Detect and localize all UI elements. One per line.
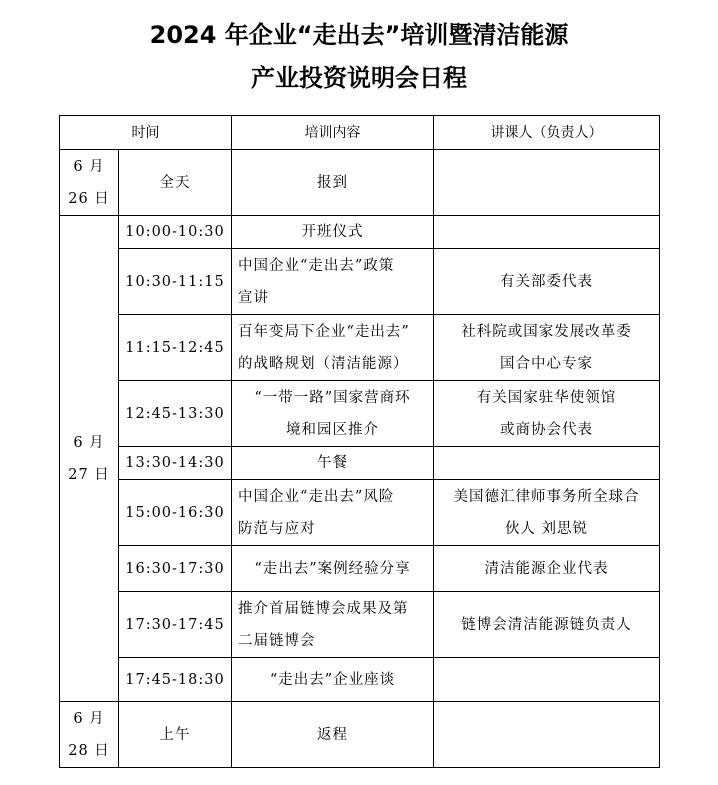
date-month: 6 月 [73,710,105,727]
date-cell [60,702,119,768]
content-cell [232,480,434,546]
content-cell [232,658,434,702]
date-cell [60,150,119,216]
date-month: 6 月 [73,434,105,451]
header-speaker: 讲课人（负责人） [434,116,660,150]
time-cell: 全天 [119,150,232,216]
content-line: 中国企业“走出去”风险 [238,488,395,505]
speaker-line: 或商协会代表 [500,421,593,438]
speaker-cell [434,480,660,546]
table-row [60,546,660,592]
content-line: 百年变局下企业“走出去” [238,323,410,340]
time-cell: 10:00-10:30 [119,216,232,249]
table-row [60,249,660,315]
header-row [60,116,660,150]
speaker-cell [434,150,660,216]
speaker-line: 国合中心专家 [500,355,593,372]
time-cell: 11:15-12:45 [119,315,232,381]
content-line: 的战略规划（清洁能源） [238,355,409,372]
speaker-cell [434,381,660,447]
time-cell: 15:00-16:30 [119,480,232,546]
content-cell [232,447,434,480]
table-row [60,702,660,768]
time-cell: 上午 [119,702,232,768]
table-row [60,592,660,658]
speaker-cell [434,249,660,315]
speaker-line: 链博会清洁能源链负责人 [461,616,632,633]
time-cell: 17:30-17:45 [119,592,232,658]
time-cell: 17:45-18:30 [119,658,232,702]
content-line: 开班仪式 [301,224,364,240]
speaker-cell [434,447,660,480]
content-line: 境和园区推介 [286,421,379,438]
content-line: “一带一路”国家营商环 [254,389,411,406]
speaker-cell [434,315,660,381]
document-title-line-1: 2024 年企业“走出去”培训暨清洁能源 [149,21,569,49]
content-cell: 返程 [232,702,434,768]
table-row [60,315,660,381]
header-content: 培训内容 [232,116,434,150]
date-day: 28 日 [68,742,110,759]
content-cell [232,216,434,249]
date-cell [60,216,119,702]
speaker-cell [434,546,660,592]
time-cell: 12:45-13:30 [119,381,232,447]
content-cell [232,381,434,447]
speaker-line: 美国德汇律师事务所全球合 [453,488,640,505]
table-row [60,150,660,216]
document-title-line-2: 产业投资说明会日程 [251,64,467,92]
content-cell: 报到 [232,150,434,216]
header-time: 时间 [60,116,232,150]
table-row [60,381,660,447]
content-line: “走出去”企业座谈 [269,671,396,688]
date-day: 26 日 [68,190,110,207]
content-line: “走出去”案例经验分享 [254,560,411,577]
speaker-cell [434,592,660,658]
content-line: 推介首届链博会成果及第 [238,600,409,617]
speaker-line: 清洁能源企业代表 [484,560,609,577]
content-cell [232,592,434,658]
content-line: 防范与应对 [238,520,316,537]
date-day: 27 日 [68,466,110,483]
speaker-cell [434,702,660,768]
table-row [60,447,660,480]
speaker-line: 有关国家驻华使领馆 [476,389,617,406]
time-cell: 10:30-11:15 [119,249,232,315]
speaker-line: 有关部委代表 [500,273,593,290]
speaker-cell [434,658,660,702]
table-row [60,216,660,249]
content-line: 中国企业“走出去”政策 [238,257,395,274]
content-cell [232,315,434,381]
time-cell: 13:30-14:30 [119,447,232,480]
date-month: 6 月 [73,158,105,175]
time-cell: 16:30-17:30 [119,546,232,592]
table-row [60,658,660,702]
content-line: 午餐 [317,455,348,471]
speaker-cell [434,216,660,249]
content-cell [232,249,434,315]
content-line: 二届链博会 [238,632,316,649]
content-cell [232,546,434,592]
table-row [60,480,660,546]
speaker-line: 伙人 刘思锐 [504,520,589,537]
schedule-table [59,115,660,768]
speaker-line: 社科院或国家发展改革委 [461,323,632,340]
content-line: 宣讲 [238,289,269,306]
